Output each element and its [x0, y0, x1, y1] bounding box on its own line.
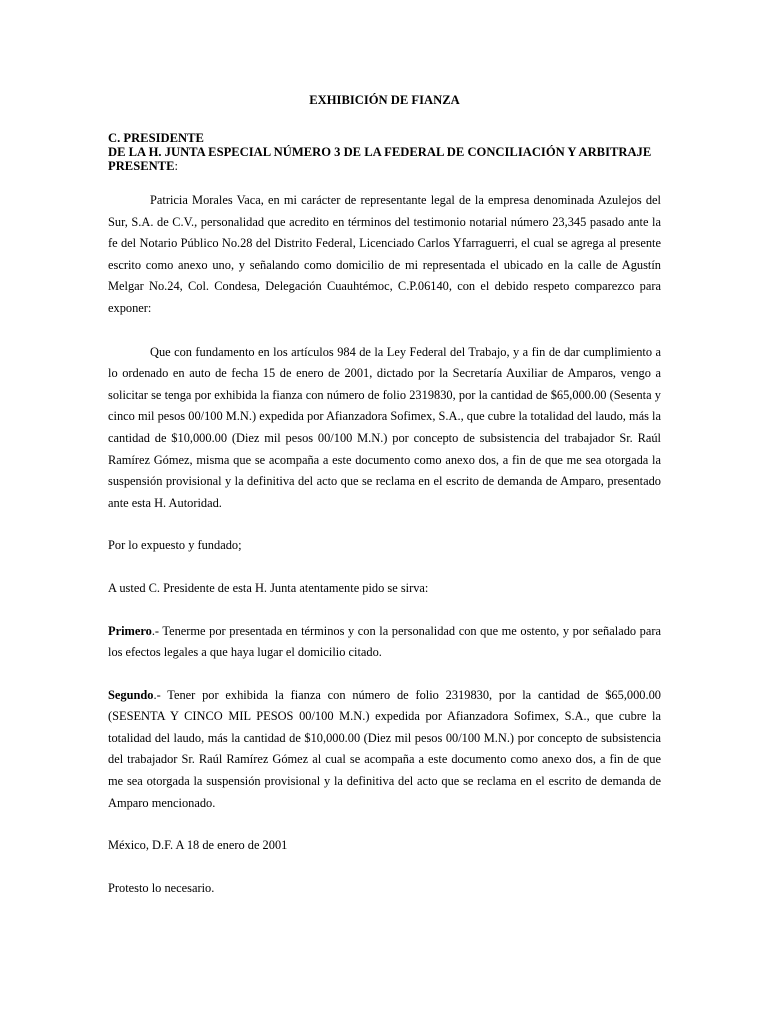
- spacer: [108, 557, 661, 578]
- spacer: [108, 857, 661, 878]
- segundo-text: .- Tener por exhibida la fianza con número de folio 2319830, por la cantidad de $65,000.00 (SESENTA Y CINCO MIL PESOS 00/100 M.N.) expedida por Afianzadora Sofimex, S.A., que cubre la totalidad del laudo, más la cantidad de $10,000.00 (Diez mil pesos 00/100 M.N.) por concepto de subsistencia del trabajador Sr. Raúl Ramírez Gómez al cual se acompaña a este documento como anexo dos, a fin de que me sea otorgada la suspensión provisional y la definitiva del acto que se reclama en el escrito de demanda de Amparo mencionado.: [108, 687, 661, 810]
- place-date: México, D.F. A 18 de enero de 2001: [108, 838, 288, 853]
- segundo-paragraph: [108, 685, 661, 815]
- primero-paragraph: [108, 621, 661, 664]
- presente-colon: :: [174, 159, 178, 173]
- closing-line: Protesto lo necesario.: [108, 880, 215, 895]
- spacer: [108, 814, 661, 835]
- intro-paragraph: Patricia Morales Vaca, en mi carácter de representante legal de la empresa denominada Azulejos del Sur, S.A. de C.V., personalidad que acredito en términos del testimonio notarial número 23,345 pasado ante la fe del Notario Público No.28 del Distrito Federal, Licenciado Carlos Yfarraguerri, el cual se agrega al presente escrito como anexo uno, y señalando como domicilio de mi representada el ubicado en la calle de Agustín Melgar No.24, Col. Condesa, Delegación Cuauhtémoc, C.P.06140, con el debido respeto comparezco para exponer:: [108, 193, 661, 315]
- segundo-label: Segundo: [108, 687, 154, 702]
- addressee-block: [108, 131, 661, 173]
- petition-paragraph: A usted C. Presidente de esta H. Junta atentamente pido se sirva:: [108, 580, 429, 595]
- spacer: [108, 320, 661, 342]
- primero-text: .- Tenerme por presentada en términos y con la personalidad con que me ostento, y por señalado para los efectos legales a que haya lugar el domicilio citado.: [108, 623, 661, 660]
- spacer: [108, 664, 661, 685]
- addressee-line-3: [108, 159, 661, 173]
- addressee-line-2: DE LA H. JUNTA ESPECIAL NÚMERO 3 DE LA FEDERAL DE CONCILIACIÓN Y ARBITRAJE: [108, 145, 652, 159]
- spacer: [108, 600, 661, 621]
- por-lo-expuesto-paragraph: Por lo expuesto y fundado;: [108, 538, 242, 553]
- document-page: [108, 92, 661, 899]
- spacer: [108, 514, 661, 535]
- request-paragraph: Que con fundamento en los artículos 984 de la Ley Federal del Trabajo, y a fin de dar cumplimiento a lo ordenado en auto de fecha 15 de enero de 2001, dictado por la Secretaría Auxiliar de Amparos, vengo a solicitar se tenga por exhibida la fianza con número de folio 2319830, por la cantidad de $65,000.00 (Sesenta y cinco mil pesos 00/100 M.N.) expedida por Afianzadora Sofimex, S.A., que cubre la totalidad del laudo, más la cantidad de $10,000.00 (Diez mil pesos 00/100 M.N.) por concepto de subsistencia del trabajador Sr. Raúl Ramírez Gómez, misma que se acompaña a este documento como anexo dos, a fin de que me sea otorgada la suspensión provisional y la definitiva del acto que se reclama en el escrito de demanda de Amparo, presentado ante esta H. Autoridad.: [108, 344, 661, 510]
- primero-label: Primero: [108, 623, 152, 638]
- addressee-line-1: C. PRESIDENTE: [108, 131, 204, 145]
- presente-label: PRESENTE: [108, 159, 175, 173]
- document-title: EXHIBICIÓN DE FIANZA: [309, 93, 460, 107]
